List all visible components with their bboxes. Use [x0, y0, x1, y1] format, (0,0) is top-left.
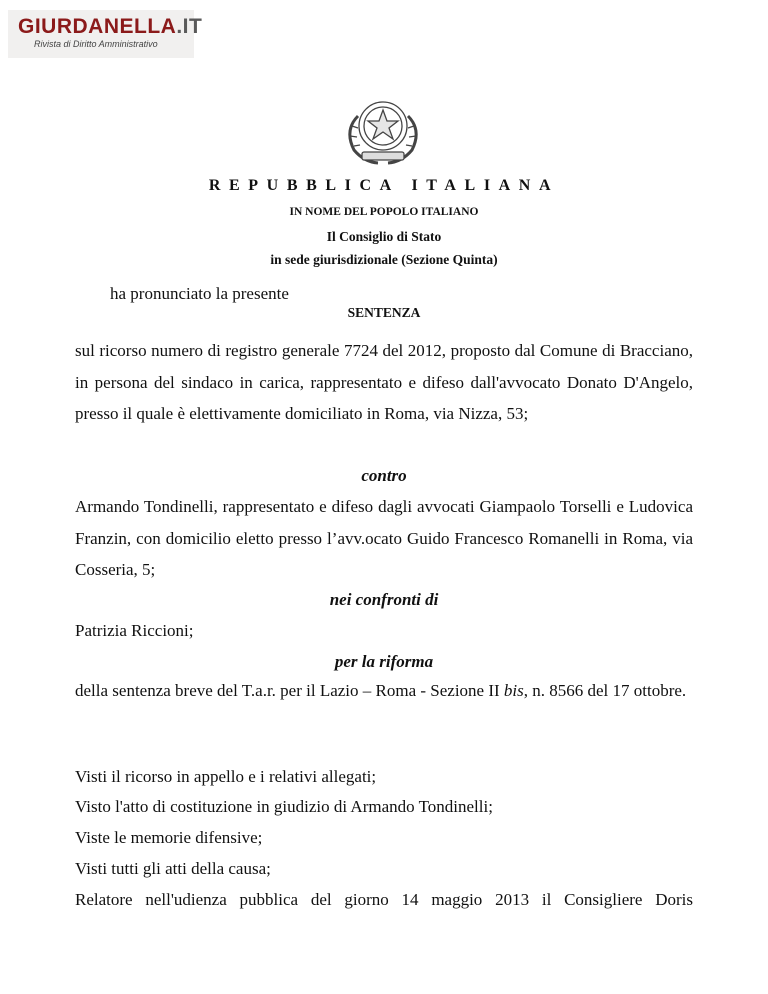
italian-republic-emblem-icon: [338, 86, 428, 172]
relatore-line: Relatore nell'udienza pubblica del giorno 14 maggio 2013 il Consigliere Doris: [75, 890, 693, 909]
visti-line-4: Visti tutti gli atti della causa;: [75, 859, 271, 878]
confronti-label: nei confronti di: [329, 590, 439, 609]
visti-line-3: Viste le memorie difensive;: [75, 828, 263, 847]
court-name: Il Consiglio di Stato: [326, 229, 442, 244]
riforma-paragraph: [75, 675, 693, 707]
riforma-text-2: , n. 8566 del 17 ottobre.: [523, 681, 687, 700]
pronunciato-text: ha pronunciato la presente: [110, 284, 289, 303]
sentenza-heading: SENTENZA: [347, 305, 421, 320]
republic-heading: REPUBBLICA ITALIANA: [208, 177, 560, 194]
visti-line-2: Visto l'atto di costituzione in giudizio di Armando Tondinelli;: [75, 797, 493, 816]
logo-tagline: Rivista di Diritto Amministrativo: [34, 39, 158, 49]
riforma-label: per la riforma: [334, 652, 434, 671]
logo-brand: [18, 15, 203, 38]
court-section: in sede giurisdizionale (Sezione Quinta): [270, 252, 498, 267]
logo-brand-tld: .IT: [176, 15, 203, 38]
logo-brand-main: GIURDANELLA: [18, 15, 177, 38]
riforma-bis: bis: [503, 681, 524, 700]
contro-label: contro: [361, 466, 407, 485]
ricorso-paragraph: sul ricorso numero di registro generale 7724 del 2012, proposto dal Comune di Bracciano, in persona del sindaco in carica, rappresentato e difeso dall'avvocato Donato D'Angelo, presso il quale è elettivamente domiciliato in Roma, via Nizza, 53;: [75, 341, 693, 423]
popolo-heading: IN NOME DEL POPOLO ITALIANO: [289, 206, 479, 218]
visti-line-1: Visti il ricorso in appello e i relativi allegati;: [75, 767, 377, 786]
contro-paragraph: Armando Tondinelli, rappresentato e difeso dagli avvocati Giampaolo Torselli e Ludovica Franzin, con domicilio eletto presso l’avv.ocato Guido Francesco Romanelli in Roma, via Cosseria, 5;: [75, 497, 693, 579]
riforma-text-1: della sentenza breve del T.a.r. per il Lazio – Roma - Sezione II: [75, 681, 504, 700]
site-logo[interactable]: [8, 10, 203, 58]
confronti-paragraph: Patrizia Riccioni;: [75, 621, 194, 640]
